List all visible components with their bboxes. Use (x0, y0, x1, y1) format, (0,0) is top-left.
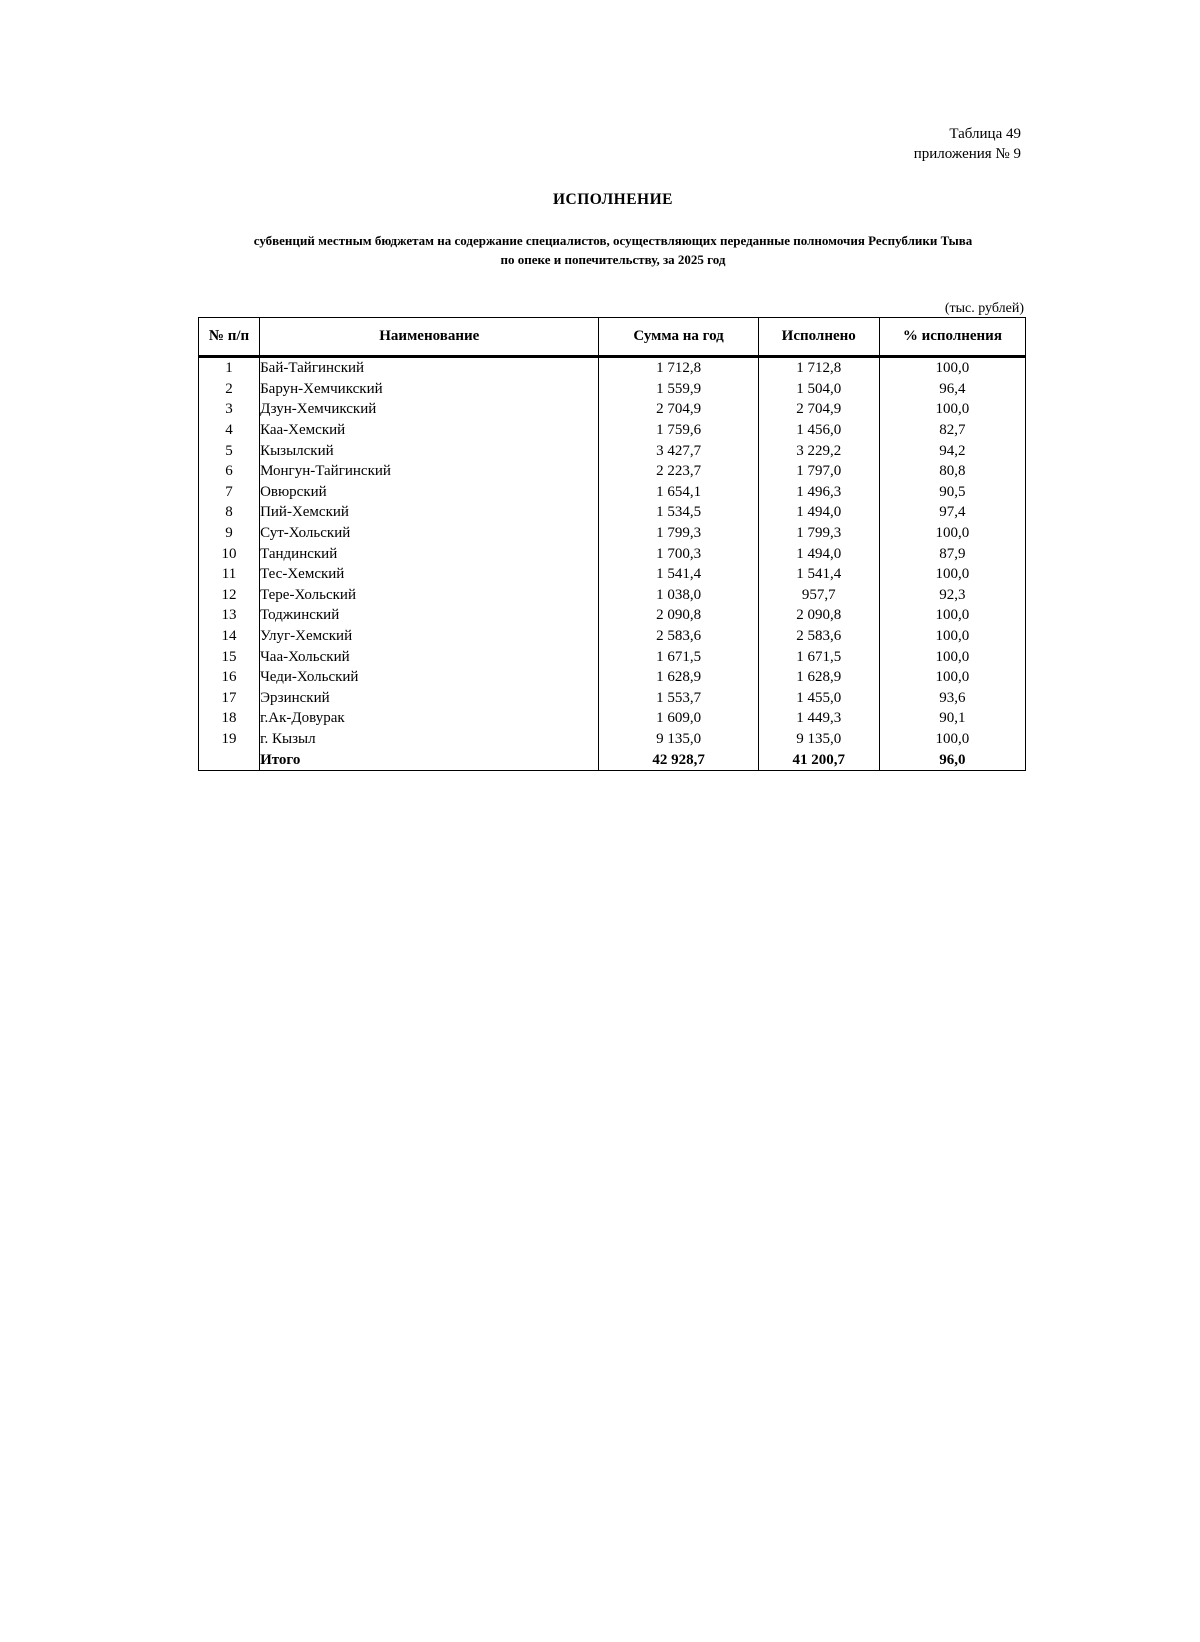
executed-amount-cell: 1 671,5 (758, 646, 879, 667)
table-number: Таблица 49 (949, 126, 1021, 142)
district-name-cell: Эрзинский (260, 688, 599, 709)
table-row (199, 399, 1026, 420)
executed-amount-cell: 3 229,2 (758, 440, 879, 461)
district-name-cell: Кызылский (260, 440, 599, 461)
row-number-cell: 7 (199, 482, 260, 503)
annual-sum-cell: 2 090,8 (599, 605, 758, 626)
header-execution-percent: % исполнения (879, 318, 1025, 357)
district-name-cell: Пий-Хемский (260, 502, 599, 523)
executed-amount-cell: 1 494,0 (758, 543, 879, 564)
executed-amount-cell: 2 583,6 (758, 626, 879, 647)
annual-sum-cell: 1 038,0 (599, 585, 758, 606)
district-name-cell: Сут-Хольский (260, 523, 599, 544)
execution-percent-cell: 94,2 (879, 440, 1025, 461)
execution-percent-cell: 87,9 (879, 543, 1025, 564)
district-name-cell: Тере-Хольский (260, 585, 599, 606)
header-name: Наименование (260, 318, 599, 357)
execution-percent-cell: 100,0 (879, 523, 1025, 544)
executed-amount-cell: 957,7 (758, 585, 879, 606)
district-name-cell: г. Кызыл (260, 729, 599, 750)
table-row (199, 379, 1026, 400)
annual-sum-cell: 2 583,6 (599, 626, 758, 647)
executed-amount-cell: 1 449,3 (758, 708, 879, 729)
table-row (199, 461, 1026, 482)
header-executed: Исполнено (758, 318, 879, 357)
annual-sum-cell: 1 700,3 (599, 543, 758, 564)
table-reference (914, 124, 1021, 164)
executed-amount-cell: 2 704,9 (758, 399, 879, 420)
annual-sum-cell: 1 654,1 (599, 482, 758, 503)
district-name-cell: Дзун-Хемчикский (260, 399, 599, 420)
row-number-cell: 13 (199, 605, 260, 626)
header-number: № п/п (199, 318, 260, 357)
executed-amount-cell: 1 494,0 (758, 502, 879, 523)
execution-percent-cell: 82,7 (879, 420, 1025, 441)
annual-sum-cell: 1 712,8 (599, 357, 758, 379)
row-number-cell: 2 (199, 379, 260, 400)
document-subtitle (198, 231, 1028, 269)
header-annual-sum: Сумма на год (599, 318, 758, 357)
annual-sum-cell: 1 609,0 (599, 708, 758, 729)
table-row (199, 523, 1026, 544)
execution-percent-cell: 90,1 (879, 708, 1025, 729)
table-row (199, 420, 1026, 441)
annual-sum-cell: 1 799,3 (599, 523, 758, 544)
row-number-cell (199, 749, 260, 770)
table-row (199, 646, 1026, 667)
district-name-cell: Чеди-Хольский (260, 667, 599, 688)
executed-amount-cell: 2 090,8 (758, 605, 879, 626)
total-label-cell: Итого (260, 749, 599, 770)
execution-percent-cell: 100,0 (879, 626, 1025, 647)
row-number-cell: 11 (199, 564, 260, 585)
table-row (199, 605, 1026, 626)
table-row (199, 708, 1026, 729)
annual-sum-cell: 9 135,0 (599, 729, 758, 750)
row-number-cell: 3 (199, 399, 260, 420)
table-row (199, 440, 1026, 461)
row-number-cell: 19 (199, 729, 260, 750)
executed-amount-cell: 1 799,3 (758, 523, 879, 544)
execution-percent-cell: 80,8 (879, 461, 1025, 482)
annual-sum-cell: 1 534,5 (599, 502, 758, 523)
table-row (199, 357, 1026, 379)
annual-sum-cell: 42 928,7 (599, 749, 758, 770)
subtitle-line-1: субвенций местным бюджетам на содержание специалистов, осуществляющих переданные полномочия Республики Тыва (253, 233, 973, 248)
row-number-cell: 15 (199, 646, 260, 667)
annual-sum-cell: 1 553,7 (599, 688, 758, 709)
table-row (199, 543, 1026, 564)
executed-amount-cell: 9 135,0 (758, 729, 879, 750)
district-name-cell: Улуг-Хемский (260, 626, 599, 647)
units-label: (тыс. рублей) (944, 301, 1024, 316)
table-header-row (199, 318, 1026, 357)
annual-sum-cell: 2 704,9 (599, 399, 758, 420)
execution-percent-cell: 96,4 (879, 379, 1025, 400)
annual-sum-cell: 2 223,7 (599, 461, 758, 482)
annual-sum-cell: 1 559,9 (599, 379, 758, 400)
executed-amount-cell: 1 504,0 (758, 379, 879, 400)
annual-sum-cell: 1 628,9 (599, 667, 758, 688)
district-name-cell: г.Ак-Довурак (260, 708, 599, 729)
executed-amount-cell: 1 712,8 (758, 357, 879, 379)
row-number-cell: 1 (199, 357, 260, 379)
execution-percent-cell: 93,6 (879, 688, 1025, 709)
row-number-cell: 16 (199, 667, 260, 688)
district-name-cell: Бай-Тайгинский (260, 357, 599, 379)
execution-percent-cell: 90,5 (879, 482, 1025, 503)
district-name-cell: Тандинский (260, 543, 599, 564)
table-row (199, 667, 1026, 688)
annual-sum-cell: 1 541,4 (599, 564, 758, 585)
execution-percent-cell: 100,0 (879, 667, 1025, 688)
executed-amount-cell: 41 200,7 (758, 749, 879, 770)
row-number-cell: 6 (199, 461, 260, 482)
executed-amount-cell: 1 797,0 (758, 461, 879, 482)
row-number-cell: 12 (199, 585, 260, 606)
execution-percent-cell: 97,4 (879, 502, 1025, 523)
executed-amount-cell: 1 456,0 (758, 420, 879, 441)
table-row (199, 688, 1026, 709)
execution-percent-cell: 96,0 (879, 749, 1025, 770)
appendix-number: приложения № 9 (913, 146, 1021, 162)
row-number-cell: 4 (199, 420, 260, 441)
annual-sum-cell: 1 671,5 (599, 646, 758, 667)
annual-sum-cell: 3 427,7 (599, 440, 758, 461)
table-body (199, 357, 1026, 771)
row-number-cell: 17 (199, 688, 260, 709)
table-row (199, 626, 1026, 647)
row-number-cell: 18 (199, 708, 260, 729)
table-row (199, 729, 1026, 750)
district-name-cell: Каа-Хемский (260, 420, 599, 441)
total-row (199, 749, 1026, 770)
execution-percent-cell: 100,0 (879, 399, 1025, 420)
district-name-cell: Тес-Хемский (260, 564, 599, 585)
district-name-cell: Тоджинский (260, 605, 599, 626)
execution-percent-cell: 100,0 (879, 357, 1025, 379)
row-number-cell: 5 (199, 440, 260, 461)
execution-table (198, 317, 1026, 771)
table-row (199, 502, 1026, 523)
table-row (199, 585, 1026, 606)
executed-amount-cell: 1 628,9 (758, 667, 879, 688)
executed-amount-cell: 1 496,3 (758, 482, 879, 503)
execution-percent-cell: 92,3 (879, 585, 1025, 606)
district-name-cell: Монгун-Тайгинский (260, 461, 599, 482)
district-name-cell: Чаа-Хольский (260, 646, 599, 667)
row-number-cell: 10 (199, 543, 260, 564)
table-row (199, 564, 1026, 585)
document-heading: ИСПОЛНЕНИЕ (553, 191, 673, 208)
execution-percent-cell: 100,0 (879, 646, 1025, 667)
district-name-cell: Овюрский (260, 482, 599, 503)
table-row (199, 482, 1026, 503)
row-number-cell: 14 (199, 626, 260, 647)
execution-percent-cell: 100,0 (879, 729, 1025, 750)
execution-percent-cell: 100,0 (879, 605, 1025, 626)
district-name-cell: Барун-Хемчикский (260, 379, 599, 400)
executed-amount-cell: 1 455,0 (758, 688, 879, 709)
execution-percent-cell: 100,0 (879, 564, 1025, 585)
row-number-cell: 8 (199, 502, 260, 523)
row-number-cell: 9 (199, 523, 260, 544)
executed-amount-cell: 1 541,4 (758, 564, 879, 585)
annual-sum-cell: 1 759,6 (599, 420, 758, 441)
subtitle-line-2: по опеке и попечительству, за 2025 год (500, 252, 726, 267)
